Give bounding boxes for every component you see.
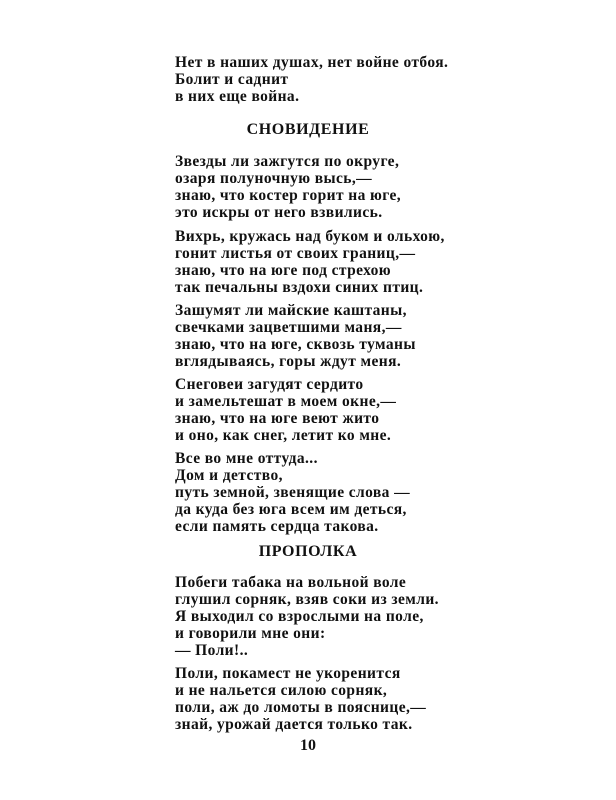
poem-line: озаря полуночную высь,— [175, 170, 373, 187]
poem-line: Поли, покамест не укоренится [175, 665, 401, 682]
poem-line: да куда без юга всем им деться, [175, 501, 407, 518]
poem-line: Нет в наших душах, нет войне отбоя. [175, 54, 449, 71]
poem-line: гонит листья от своих границ,— [175, 245, 416, 262]
poem-line: поли, аж до ломоты в пояснице,— [175, 699, 427, 716]
poem-line: знаю, что костер горит на юге, [175, 187, 402, 204]
stanza [175, 665, 575, 733]
poem-line: и замельтешат в моем окне,— [175, 393, 397, 410]
stanza [175, 376, 575, 444]
poem-line: свечками зацветшими маня,— [175, 319, 402, 336]
poem-line: Дом и детство, [175, 467, 283, 484]
poem-line: Звезды ли зажгутся по округе, [175, 153, 400, 170]
poem-line: знай, урожай дается только так. [175, 716, 413, 733]
poem-line: в них еще война. [175, 88, 300, 105]
poem-line: вглядываясь, горы ждут меня. [175, 353, 402, 370]
stanza [175, 302, 575, 370]
poem-line: это искры от него взвились. [175, 204, 383, 221]
poem-line: Зашумят ли майские каштаны, [175, 302, 407, 319]
poem-line: знаю, что на юге, сквозь туманы [175, 336, 416, 353]
poem-line: Я выходил со взрослыми на поле, [175, 608, 424, 625]
poem-line: если память сердца такова. [175, 518, 379, 535]
poem-line: Все во мне оттуда... [175, 450, 318, 467]
stanza [175, 574, 575, 659]
stanza [175, 153, 575, 221]
poem-line: Вихрь, кружась над буком и ольхою, [175, 228, 445, 245]
poem-line: — Поли!.. [175, 642, 249, 659]
poem-line: путь земной, звенящие слова — [175, 484, 410, 501]
poem-line: глушил сорняк, взяв соки из земли. [175, 591, 439, 608]
poem-line: знаю, что на юге под стрехою [175, 262, 392, 279]
poem-line: и говорили мне они: [175, 625, 326, 642]
stanza [175, 450, 575, 535]
poem-title-snovidenie: СНОВИДЕНИЕ [246, 121, 370, 138]
poem-line: Снеговеи загудят сердито [175, 376, 364, 393]
intro-stanza [175, 54, 575, 105]
poem-line: так печальны вздохи синих птиц. [175, 279, 424, 296]
page-number: 10 [300, 737, 316, 754]
poem-line: и не нальется силою сорняк, [175, 682, 388, 699]
stanza [175, 228, 575, 296]
poem-line: и оно, как снег, летит ко мне. [175, 427, 392, 444]
poem-line: Побеги табака на вольной воле [175, 574, 407, 591]
poem-title-propolka: ПРОПОЛКА [258, 543, 358, 560]
poem-line: Болит и саднит [175, 71, 289, 88]
poem-line: знаю, что на юге веют жито [175, 410, 380, 427]
